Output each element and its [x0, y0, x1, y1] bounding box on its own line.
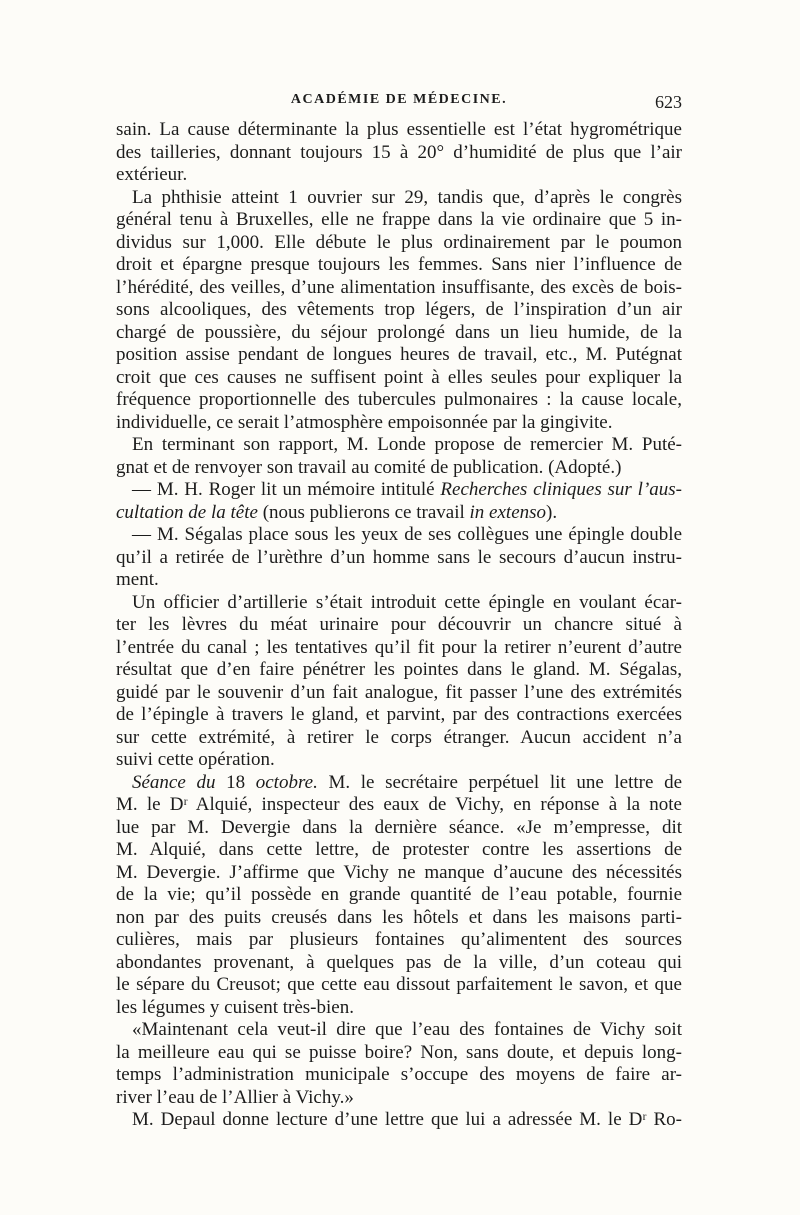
text-line — [116, 614, 682, 637]
line-text: 18 — [215, 771, 256, 793]
line-text: la meilleure eau qui se puisse boire? Non, sans doute, et depuis long- — [116, 1041, 682, 1063]
line-text: M. le secrétaire perpétuel lit une lettre de — [317, 771, 682, 793]
text-line — [116, 569, 682, 592]
line-text: river l’eau de l’Allier à Vichy.» — [116, 1086, 354, 1108]
text-line — [116, 457, 682, 480]
line-text: sur cette extrémité, à retirer le corps étranger. Aucun accident n’a — [116, 726, 682, 748]
text-line — [116, 164, 682, 187]
text-line — [116, 1109, 682, 1132]
text-line — [116, 682, 682, 705]
line-text: extérieur. — [116, 164, 188, 185]
text-line — [116, 232, 682, 255]
text-line — [116, 119, 682, 142]
line-text: lue par M. Devergie dans la dernière séance. «Je m’empresse, dit — [116, 816, 682, 838]
line-text: ). — [546, 501, 558, 523]
text-line — [116, 817, 682, 840]
line-text: les légumes y cuisent très-bien. — [116, 996, 354, 1018]
line-text: résultat que d’en faire pénétrer les pointes dans le gland. M. Ségalas, — [116, 659, 682, 680]
text-line — [116, 344, 682, 367]
text-line — [116, 974, 682, 997]
line-text: Un officier d’artillerie s’était introduit cette épingle en voulant écar- — [132, 591, 682, 613]
line-text: qu’il a retirée de l’urèthre d’un homme sans le secours d’aucun instru- — [116, 546, 682, 568]
line-text: sons alcooliques, des vêtements trop légers, de l’inspiration d’un air — [116, 299, 682, 320]
text-line — [116, 434, 682, 457]
line-text: — M. Ségalas place sous les yeux de ses collègues une épingle double — [132, 524, 682, 545]
text-line — [116, 524, 682, 547]
line-text: dividus sur 1,000. Elle débute le plus ordinairement par le poumon — [116, 231, 682, 253]
text-line — [116, 839, 682, 862]
line-text: individuelle, ce serait l’atmosphère empoisonnée par la gingivite. — [116, 411, 613, 433]
italic-text: Recherches cliniques sur l’aus- — [440, 479, 682, 500]
line-text: le sépare du Creusot; que cette eau dissout parfaitement le savon, et que — [116, 974, 682, 995]
text-line — [116, 502, 682, 525]
line-text: ter les lèvres du méat urinaire pour découvrir un chancre situé à — [116, 614, 682, 635]
line-text: — M. H. Roger lit un mémoire intitulé — [132, 479, 441, 500]
text-line — [116, 592, 682, 615]
text-line — [116, 322, 682, 345]
text-line — [116, 299, 682, 322]
line-text: M. Depaul donne lecture d’une lettre que lui a adressée M. le Dʳ Ro- — [132, 1109, 682, 1130]
line-text: des tailleries, donnant toujours 15 à 20° d’humidité de plus que l’air — [116, 141, 682, 163]
text-line — [116, 997, 682, 1020]
text-line — [116, 209, 682, 232]
line-text: culières, mais par plusieurs fontaines qu’alimentent des sources — [116, 929, 682, 950]
line-text: l’entrée du canal ; les tentatives qu’il fit pour la retirer n’eurent d’autre — [116, 636, 682, 658]
text-line — [116, 929, 682, 952]
line-text: En terminant son rapport, M. Londe propose de remercier M. Puté- — [132, 434, 682, 455]
page-number: 623 — [655, 92, 682, 112]
text-line — [116, 794, 682, 817]
running-head — [116, 92, 682, 114]
line-text: position assise pendant de longues heures de travail, etc., M. Putégnat — [116, 344, 682, 365]
text-line — [116, 727, 682, 750]
text-line — [116, 772, 682, 795]
italic-text: in extenso — [469, 501, 547, 523]
text-line — [116, 547, 682, 570]
text-line — [116, 862, 682, 885]
line-text: La phthisie atteint 1 ouvrier sur 29, tandis que, d’après le congrès — [132, 186, 682, 208]
text-line — [116, 1087, 682, 1110]
line-text: abondantes provenant, à quelques pas de la ville, d’un coteau qui — [116, 951, 682, 973]
line-text: suivi cette opération. — [116, 749, 275, 770]
line-text: de la vie; qu’il possède en grande quantité de l’eau potable, fournie — [116, 884, 682, 905]
line-text: croit que ces causes ne suffisent point à elles seules pour expliquer la — [116, 366, 682, 388]
italic-text: octobre. — [255, 771, 318, 793]
line-text: général tenu à Bruxelles, elle ne frappe dans la vie ordinaire que 5 in- — [116, 209, 682, 230]
line-text: fréquence proportionnelle des tubercules pulmonaires : la cause locale, — [116, 389, 682, 410]
text-line — [116, 479, 682, 502]
line-text: de l’épingle à travers le gland, et parvint, par des contractions exercées — [116, 704, 682, 725]
text-line — [116, 659, 682, 682]
line-text: (nous publierons ce travail — [257, 501, 470, 523]
text-line — [116, 389, 682, 412]
line-text: «Maintenant cela veut-il dire que l’eau des fontaines de Vichy soit — [132, 1019, 682, 1040]
line-text: guidé par le souvenir d’un fait analogue, fit passer l’une des extrémités — [116, 681, 682, 703]
text-line — [116, 637, 682, 660]
line-text: M. le Dʳ Alquié, inspecteur des eaux de Vichy, en réponse à la note — [116, 794, 682, 815]
line-text: l’hérédité, des veilles, d’une alimentation insuffisante, des excès de bois- — [116, 276, 682, 298]
line-text: gnat et de renvoyer son travail au comité de publication. (Adopté.) — [116, 456, 622, 478]
italic-text: cultation de la tête — [116, 501, 258, 523]
line-text: chargé de poussière, du séjour prolongé dans un lieu humide, de la — [116, 321, 682, 343]
text-line — [116, 277, 682, 300]
line-text: droit et épargne presque toujours les femmes. Sans nier l’influence de — [116, 254, 682, 275]
text-line — [116, 254, 682, 277]
text-line — [116, 1019, 682, 1042]
running-title: ACADÉMIE DE MÉDECINE. — [290, 92, 508, 107]
line-text: M. Alquié, dans cette lettre, de protester contre les assertions de — [116, 839, 682, 860]
text-line — [116, 749, 682, 772]
text-line — [116, 187, 682, 210]
text-line — [116, 884, 682, 907]
text-line — [116, 367, 682, 390]
text-line — [116, 952, 682, 975]
text-line — [116, 1042, 682, 1065]
text-line — [116, 704, 682, 727]
body-text — [116, 119, 682, 1132]
text-line — [116, 412, 682, 435]
line-text: non par des puits creusés dans les hôtels et dans les maisons parti- — [116, 906, 682, 928]
line-text: sain. La cause déterminante la plus essentielle est l’état hygrométrique — [116, 119, 682, 140]
text-line — [116, 1064, 682, 1087]
line-text: ment. — [116, 569, 159, 590]
line-text: temps l’administration municipale s’occupe des moyens de faire ar- — [116, 1064, 682, 1085]
italic-text: Séance du — [132, 771, 216, 793]
text-line — [116, 907, 682, 930]
line-text: M. Devergie. J’affirme que Vichy ne manque d’aucune des nécessités — [116, 861, 682, 883]
text-line — [116, 142, 682, 165]
